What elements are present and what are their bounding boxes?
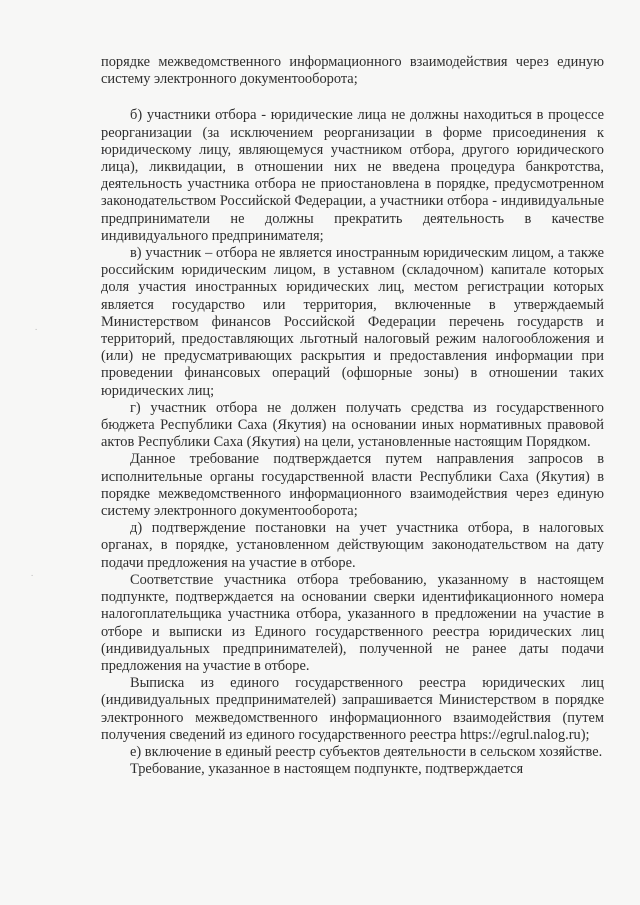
scan-artifact: · [34,326,40,334]
paragraph-item-v: в) участник – отбора не является иностранным юридическим лицом, а также российским юридическим лицом, в уставном (складочном) капитале которых доля участия иностранных юридических лиц, местом регистрации которых является государство или территория, включенные в утверждаемый Министерством финансов Российской Федерации перечень государств и территорий, предоставляющих льготный налоговый режим налогообложения и (или) не предусматривающих раскрытия и предоставления информации при проведении финансовых операций (офшорные зоны) в отношении таких юридических лиц; [101,245,604,399]
paragraph-item-e: е) включение в единый реестр субъектов деятельности в сельском хозяйстве. [130,743,603,760]
scan-artifact: · [30,572,36,580]
paragraph-registry-extract: Выписка из единого государственного реестра юридических лиц (индивидуальных предпринимателей) запрашивается Министерством в порядке электронного межведомственного информационного взаимодействия (путем получения сведений из единого государственного реестра https://egrul.nalog.ru); [101,675,604,743]
paragraph-compliance: Соответствие участника отбора требованию, указанному в настоящем подпункте, подтверждается на основании сверки идентификационного номера налогоплательщика участника отбора, указанного в предложении на участие в отборе и выписки из Единого государственного реестра юридических лиц (индивидуальных предпринимателей), полученной не ранее даты подачи предложения на участие в отборе. [101,571,604,674]
document-body [101,54,604,778]
paragraph-item-b: б) участники отбора - юридические лица не должны находиться в процессе реорганизации (за исключением реорганизации в форме присоединения к юридическому лицу, являющемуся участником отбора, другого юридического лица), ликвидации, в отношении них не введена процедура банкротства, деятельность участника отбора не приостановлена в порядке, предусмотренном законодательством Российской Федерации, а участники отбора - индивидуальные предприниматели не должны прекратить деятельность в качестве индивидуального предпринимателя; [101,107,604,244]
paragraph-continuation: порядке межведомственного информационного взаимодействия через единую систему электронного документооборота; [101,54,604,88]
paragraph-item-d: д) подтверждение постановки на учет участника отбора, в налоговых органах, в порядке, установленном действующим законодательством на дату подачи предложения на участие в отборе. [101,520,604,571]
paragraph-item-g: г) участник отбора не должен получать средства из государственного бюджета Республики Саха (Якутия) на основании иных нормативных правовой актов Республики Саха (Якутия) на цели, установленные настоящим Порядком. [101,399,604,451]
paragraph-requirement-confirmation: Данное требование подтверждается путем направления запросов в исполнительные органы государственной власти Республики Саха (Якутия) в порядке межведомственного информационного взаимодействия через единую систему электронного документооборота; [101,451,604,520]
paragraph-final: Требование, указанное в настоящем подпункте, подтверждается [130,761,524,778]
